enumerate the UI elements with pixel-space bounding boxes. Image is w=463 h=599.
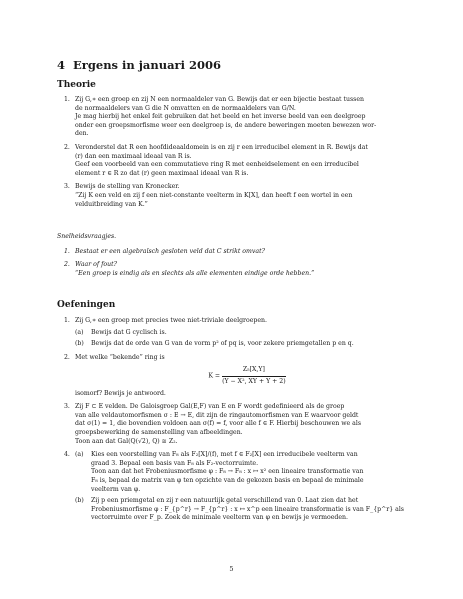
oefening-1b: (b) Bewijs dat de orde van G van de vorm p² of pq is, voor zekere priemgetallen p en q. <box>75 340 354 348</box>
theorie-heading: Theorie <box>57 80 96 90</box>
snelheids-item-2: 2. Waar of fout? “Een groep is eindig als en slechts als alle elementen eindige orde hebben.” <box>64 261 315 277</box>
section-number: 4 <box>57 58 66 72</box>
snelheids-heading: Snelheidsvraagjes. <box>57 233 117 240</box>
oefening-4: 4. (a) Kies een voorstelling van F₈ als F₂[X]/(f), met f ∈ F₂[X] een irreducibele veelterm van graad 3. Bepaal een basis van F₈ als F₂-vectorruimte. Toon aan dat het Frobeniusmorfisme φ : F₈ → F₈ : x ↦ x² een lineaire transformatie van F₈ is, bepaal de matrix van φ ten opzichte van de gekozen basis en bepaal de minimale veelterm van φ. (b) Zij p een priemgetal en zij r een natuurlijk getal verschillend van 0. Laat zien dat het Frobeniusmorfisme φ : F_{p^r} → F_{p^r} : x ↦ x^p een lineaire transformatie is van F_{p^r} als vectorruimte over F_p. Zoek de minimale veelterm van φ en bewijs je vermoeden. <box>57 451 419 523</box>
oefening-3: 3. Zij F ⊂ E velden. De Galoisgroep Gal(E,F) van E en F wordt gedefinieerd als de groep van alle veldautomorfismen σ : E → E, dit zijn de ringautomorfismen van E waarvoor geldt dat σ(1) = 1, die bovendien voldoen aan σ(f) = f, voor alle f ∈ F. Hierbij beschouwen we als groepsbewerking de samenstelling van afbeeldingen. Toon aan dat Gal(Q(√2), Q) ≅ Z₂. <box>64 403 361 445</box>
snelheids-block <box>57 233 419 283</box>
oefening-2: 2. Met welke “bekende” ring is K = $\frac{\text{Z₅[X,Y]}}{\text{(Y − X², XY + Y + 2)}}$ isomorf? Bewijs je antwoord. <box>57 354 419 398</box>
formula-fraction: $\frac{\text{Z₅[X,Y]}}{\text{(Y − X², XY + Y + 2)}}$ <box>222 366 286 385</box>
oefening-4a: (a) Kies een voorstelling van F₈ als F₂[X]/(f), met f ∈ F₂[X] een irreducibele veelterm van graad 3. Bepaal een basis van F₈ als F₂-vectorruimte. Toon aan dat het Frobeniusmorfisme φ : F₈ → F₈ : x ↦ x² een lineaire transformatie van F₈ is, bepaal de matrix van φ ten opzichte van de gekozen basis en bepaal de minimale veelterm van φ. <box>75 451 364 493</box>
snelheids-item-1: 1. Bestaat er een algebraïsch gesloten veld dat C strikt omvat? <box>64 247 265 255</box>
section-heading: Ergens in januari 2006 <box>73 58 221 72</box>
page-number: 5 <box>229 565 234 573</box>
theorie-item-2: 2. Veronderstel dat R een hoofdideaaldomein is en zij r een irreducibel element in R. Bewijs dat (r) dan een maximaal ideaal van R is. Geef een voorbeeld van een commutatieve ring R met eenheidselement en een irreducibel element r ∈ R zo dat (r) geen maximaal ideaal van R is. <box>64 143 368 177</box>
oefening-4b: (b) Zij p een priemgetal en zij r een natuurlijk getal verschillend van 0. Laat zien dat het Frobeniusmorfisme φ : F_{p^r} → F_{p^r} : x ↦ x^p een lineaire transformatie is van F_{p^r} als vectorruimte over F_p. Zoek de minimale veelterm van φ en bewijs je vermoeden. <box>75 497 404 522</box>
theorie-item-1: 1. Zij G,∗ een groep en zij N een normaaldeler van G. Bewijs dat er een bijectie bestaat tussen de normaaldelers van G die N omvatten en de normaaldelers van G/N. Je mag hierbij het enkel feit gebruiken dat het beeld en het inverse beeld van een deelgroep onder een groepsmorfisme weer een deelgroep is, de andere beweringen moeten bewezen wor- den. <box>64 96 377 138</box>
quotient-ring-formula: K = $\frac{\text{Z₅[X,Y]}}{\text{(Y − X², XY + Y + 2)}}$ <box>208 366 286 385</box>
oefeningen-list <box>57 317 419 528</box>
theorie-item-3: 3. Bewijs de stelling van Kronecker. “Zij K een veld en zij f een niet-constante veelterm in K[X], dan heeft f een wortel in een velduitbreiding van K.” <box>64 183 353 208</box>
theorie-list <box>57 96 419 214</box>
oefening-1a: (a) Bewijs dat G cyclisch is. <box>75 328 167 336</box>
oefening-1: 1. Zij G,∗ een groep met precies twee niet-triviale deelgroepen. (a) Bewijs dat G cyclisch is. (b) Bewijs dat de orde van G van de vorm p² of pq is, voor zekere priemgetallen p en q. <box>57 317 419 349</box>
section-title <box>57 58 221 72</box>
oefeningen-heading: Oefeningen <box>57 300 116 310</box>
